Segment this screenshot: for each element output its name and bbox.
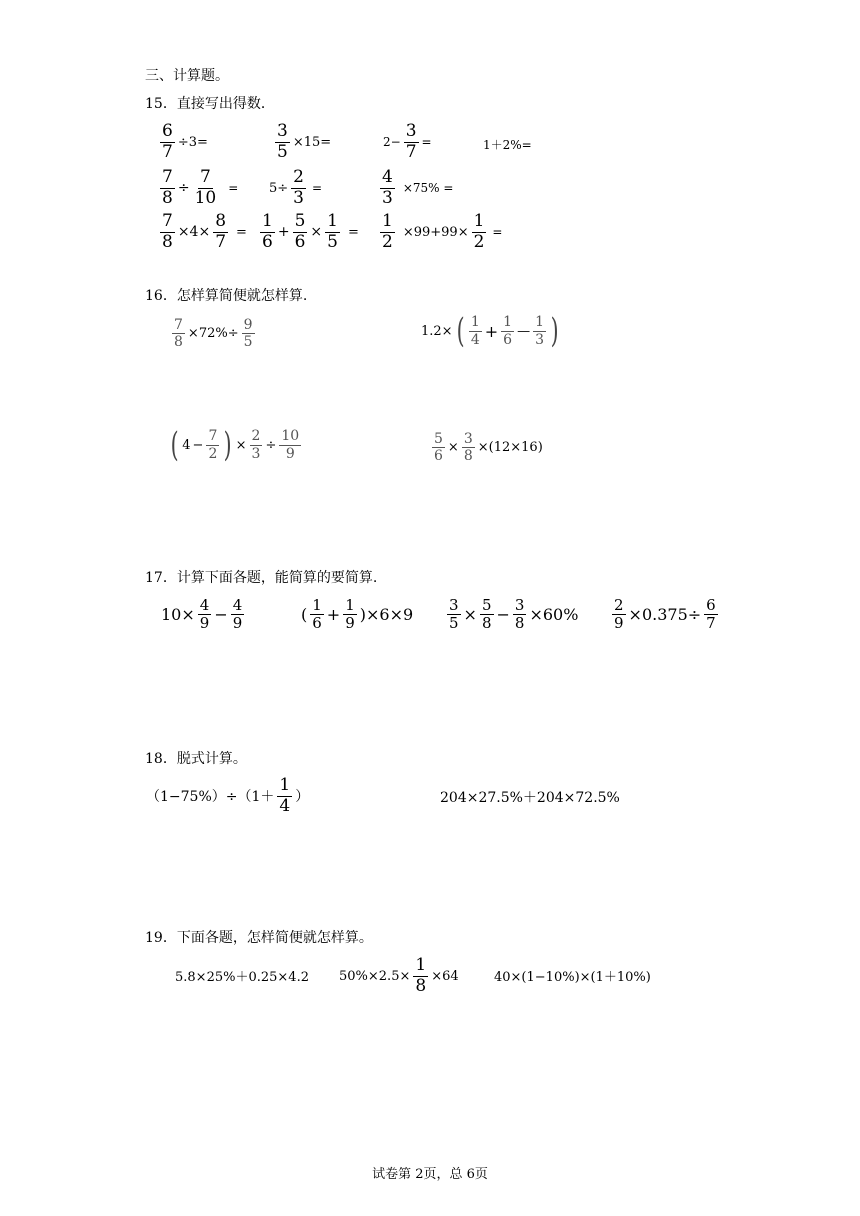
question-18-title: 18．脱式计算。 (145, 751, 247, 767)
fraction: $\frac{9}{5}$ (243, 317, 253, 351)
q19-expr-1: 5.8×25%＋0.25×4.2 (175, 970, 309, 985)
q15-expr-2-2: 5÷ $\frac{2}{3}$ = (269, 167, 323, 208)
fraction: $\frac{2}{9}$ (614, 596, 624, 633)
q15-expr-3-1: $\frac{7}{8}$ ×4× $\frac{8}{7}$ = (162, 211, 247, 252)
fraction: $\frac{2}{3}$ (251, 428, 261, 462)
q16-expr-3: ( 4 − $\frac{7}{2}$ ) × $\frac{2}{3}$ ÷ $\frac{10}{9}$ (170, 425, 300, 465)
fraction: $\frac{3}{8}$ (463, 431, 473, 465)
q15-expr-1-4: 1＋2%= (483, 138, 532, 152)
fraction: $\frac{4}{9}$ (232, 596, 243, 633)
q15-expr-3-2: $\frac{1}{6}$ + $\frac{5}{6}$ × $\frac{1}{5}$ = (262, 211, 359, 252)
q19-expr-2: 50%×2.5× $\frac{1}{8}$ ×64 (339, 955, 459, 996)
q17-expr-1: 10× $\frac{4}{9}$ − $\frac{4}{9}$ (161, 596, 243, 633)
fraction: $\frac{1}{2}$ (473, 211, 485, 252)
fraction: $\frac{3}{7}$ (405, 121, 417, 162)
q17-expr-3: $\frac{3}{5}$ × $\frac{5}{8}$ − $\frac{3}{8}$ ×60% (449, 596, 579, 633)
fraction: $\frac{7}{8}$ (174, 317, 183, 351)
q18-expr-2: 204×27.5%＋204×72.5% (440, 790, 620, 806)
fraction: $\frac{1}{4}$ (279, 775, 291, 816)
question-19-title: 19．下面各题，怎样简便就怎样算。 (145, 930, 373, 946)
fraction: $\frac{3}{5}$ (277, 121, 288, 162)
fraction: $\frac{3}{8}$ (514, 596, 525, 633)
q17-expr-2: ( $\frac{1}{6}$ + $\frac{1}{9}$ )×6×9 (301, 596, 414, 633)
q15-expr-3-3: $\frac{1}{2}$ ×99+99× $\frac{1}{2}$ = (382, 211, 503, 252)
q16-expr-2: 1.2× ( $\frac{1}{4}$ + $\frac{1}{6}$ — $\frac{1}{3}$ ) (421, 311, 559, 351)
fraction: $\frac{7}{2}$ (208, 428, 218, 462)
q16-expr-1: $\frac{7}{8}$ ×72%÷ $\frac{9}{5}$ (174, 317, 253, 351)
fraction: $\frac{1}{6}$ (312, 596, 322, 633)
q17-expr-4: $\frac{2}{9}$ ×0.375÷ $\frac{6}{7}$ (614, 596, 716, 633)
q15-expr-1-2: $\frac{3}{5}$ ×15= (277, 121, 332, 162)
q16-expr-4: $\frac{5}{6}$ × $\frac{3}{8}$ ×(12×16) (434, 431, 543, 465)
fraction: $\frac{1}{5}$ (327, 211, 338, 252)
fraction: $\frac{1}{4}$ (470, 314, 480, 348)
q15-expr-1-3: 2− $\frac{3}{7}$ = (383, 121, 432, 162)
q15-expr-1-1: $\frac{6}{7}$ ÷3= (162, 121, 208, 162)
fraction: $\frac{1}{8}$ (415, 955, 427, 996)
fraction: $\frac{6}{7}$ (706, 596, 716, 633)
fraction: $\frac{7}{8}$ (162, 211, 173, 252)
fraction: $\frac{5}{8}$ (481, 596, 492, 633)
fraction: $\frac{1}{2}$ (382, 211, 393, 252)
fraction: $\frac{6}{7}$ (162, 121, 173, 162)
section-title: 三、计算题。 (145, 68, 229, 84)
question-15-title: 15．直接写出得数． (145, 96, 275, 112)
fraction: $\frac{7}{10}$ (194, 167, 217, 208)
fraction: $\frac{3}{5}$ (449, 596, 459, 633)
fraction: $\frac{4}{9}$ (199, 596, 210, 633)
q15-expr-2-1: $\frac{7}{8}$ ÷ $\frac{7}{10}$ = (162, 167, 239, 208)
fraction: $\frac{8}{7}$ (215, 211, 227, 252)
fraction: $\frac{2}{3}$ (293, 167, 304, 208)
q18-expr-1: （1−75%）÷（1＋ $\frac{1}{4}$ ） (146, 775, 310, 816)
fraction: $\frac{5}{6}$ (434, 431, 443, 465)
q19-expr-3: 40×(1−10%)×(1＋10%) (494, 970, 651, 985)
page-footer: 试卷第 2页，总 6页 (372, 1167, 488, 1182)
fraction: $\frac{7}{8}$ (162, 167, 173, 208)
fraction: $\frac{10}{9}$ (281, 428, 300, 462)
q15-expr-2-3: $\frac{4}{3}$ ×75% = (382, 167, 454, 208)
fraction: $\frac{1}{9}$ (345, 596, 355, 633)
fraction: $\frac{1}{6}$ (503, 314, 513, 348)
fraction: $\frac{4}{3}$ (382, 167, 393, 208)
question-16-title: 16．怎样算简便就怎样算. (145, 288, 308, 304)
fraction: $\frac{1}{6}$ (262, 211, 273, 252)
question-17-title: 17．计算下面各题，能简算的要简算. (145, 570, 378, 586)
fraction: $\frac{1}{3}$ (535, 314, 545, 348)
fraction: $\frac{5}{6}$ (294, 211, 306, 252)
